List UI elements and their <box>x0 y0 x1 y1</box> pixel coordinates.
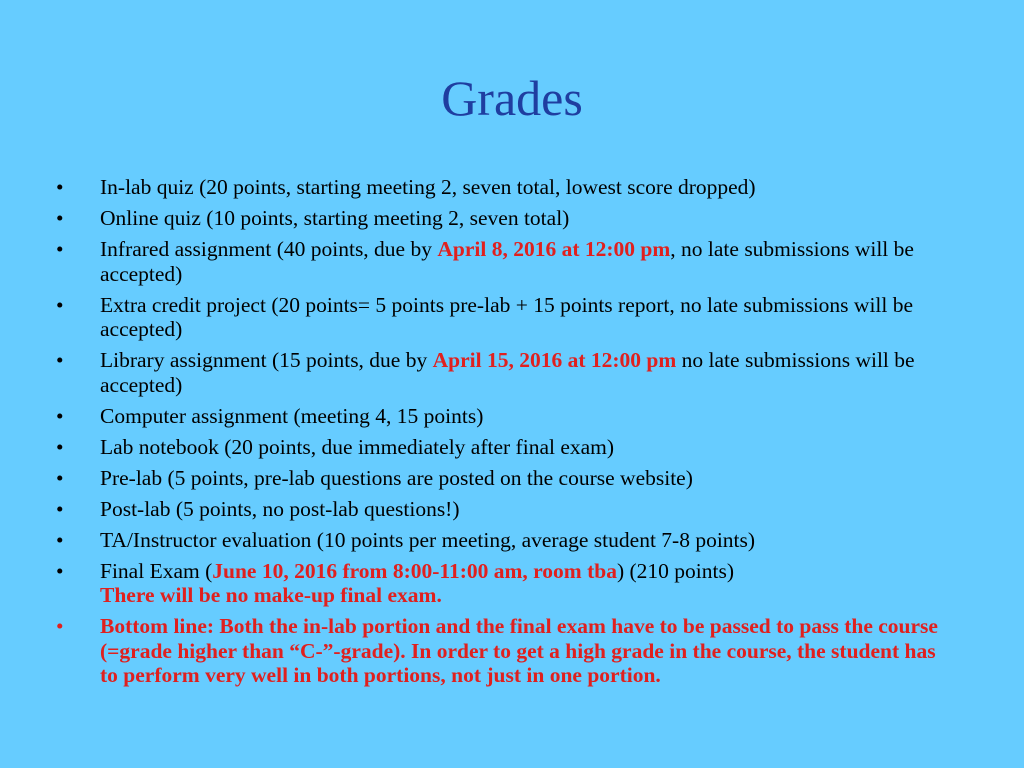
bullet-item-infrared-assignment <box>56 237 956 286</box>
bullet-item-final-exam <box>56 559 956 608</box>
slide-title: Grades <box>441 70 583 126</box>
no-makeup-note: There will be no make-up final exam. <box>100 583 442 607</box>
bullet-icon: • <box>56 175 64 199</box>
bullet-text: Infrared assignment (40 points, due by <box>100 237 438 261</box>
bullet-text: Library assignment (15 points, due by <box>100 348 433 372</box>
bullet-item-pre-lab <box>56 466 956 491</box>
bullet-icon: • <box>56 348 64 372</box>
bullet-text-cont: , no late submissions will be accepted) <box>100 237 914 286</box>
due-date-highlight: April 8, 2016 at 12:00 pm <box>437 237 671 261</box>
bullet-icon: • <box>56 434 64 459</box>
bullet-text: Lab notebook (20 points, due immediately after final exam) <box>100 434 615 459</box>
bullet-icon: • <box>56 292 64 317</box>
bullet-text: TA/Instructor evaluation (10 points per meeting, average student 7-8 points) <box>100 527 756 552</box>
exam-date-highlight: June 10, 2016 from 8:00-11:00 am, room tba <box>212 558 617 583</box>
bullet-text-cont: no late submissions will be accepted) <box>100 348 915 397</box>
bullet-text: Final Exam ( <box>100 558 213 583</box>
bullet-icon: • <box>56 237 64 261</box>
bullet-text: Pre-lab (5 points, pre-lab questions are posted on the course website) <box>100 465 693 490</box>
bullet-item-extra-credit <box>56 293 956 342</box>
due-date-highlight: April 15, 2016 at 12:00 pm <box>432 348 677 372</box>
bullet-item-evaluation <box>56 528 956 553</box>
bullet-icon: • <box>56 558 64 583</box>
bullet-item-lab-notebook <box>56 435 956 460</box>
bullet-text: Post-lab (5 points, no post-lab questions!) <box>100 496 460 521</box>
bullet-text: In-lab quiz (20 points, starting meeting 2, seven total, lowest score dropped) <box>100 175 756 199</box>
bullet-item-online-quiz <box>56 206 956 231</box>
bullet-text: Extra credit project (20 points= 5 points pre-lab + 15 points report, no late submissions will be accepted) <box>100 292 914 341</box>
bullet-item-post-lab <box>56 497 956 522</box>
bottom-line-text: Bottom line: Both the in-lab portion and the final exam have to be passed to pass the course (=grade higher than “C-”-grade). In order to get a high grade in the course, the student has to perform very well in both portions, not just in one portion. <box>100 614 938 687</box>
bullet-icon: • <box>56 403 64 428</box>
bullet-icon: • <box>56 206 64 230</box>
bullet-item-computer-assignment <box>56 404 956 429</box>
bullet-icon: • <box>56 465 64 490</box>
bullet-list <box>56 175 956 694</box>
bullet-text: Online quiz (10 points, starting meeting 2, seven total) <box>100 206 570 230</box>
bullet-text: Computer assignment (meeting 4, 15 points) <box>100 403 484 428</box>
bullet-item-inlab-quiz <box>56 175 956 200</box>
bullet-icon: • <box>56 496 64 521</box>
bullet-icon: • <box>56 614 64 638</box>
bullet-icon: • <box>56 527 64 552</box>
bullet-item-bottom-line <box>56 614 956 688</box>
bullet-text-cont: ) (210 points) <box>616 558 735 583</box>
bullet-item-library-assignment <box>56 348 956 397</box>
